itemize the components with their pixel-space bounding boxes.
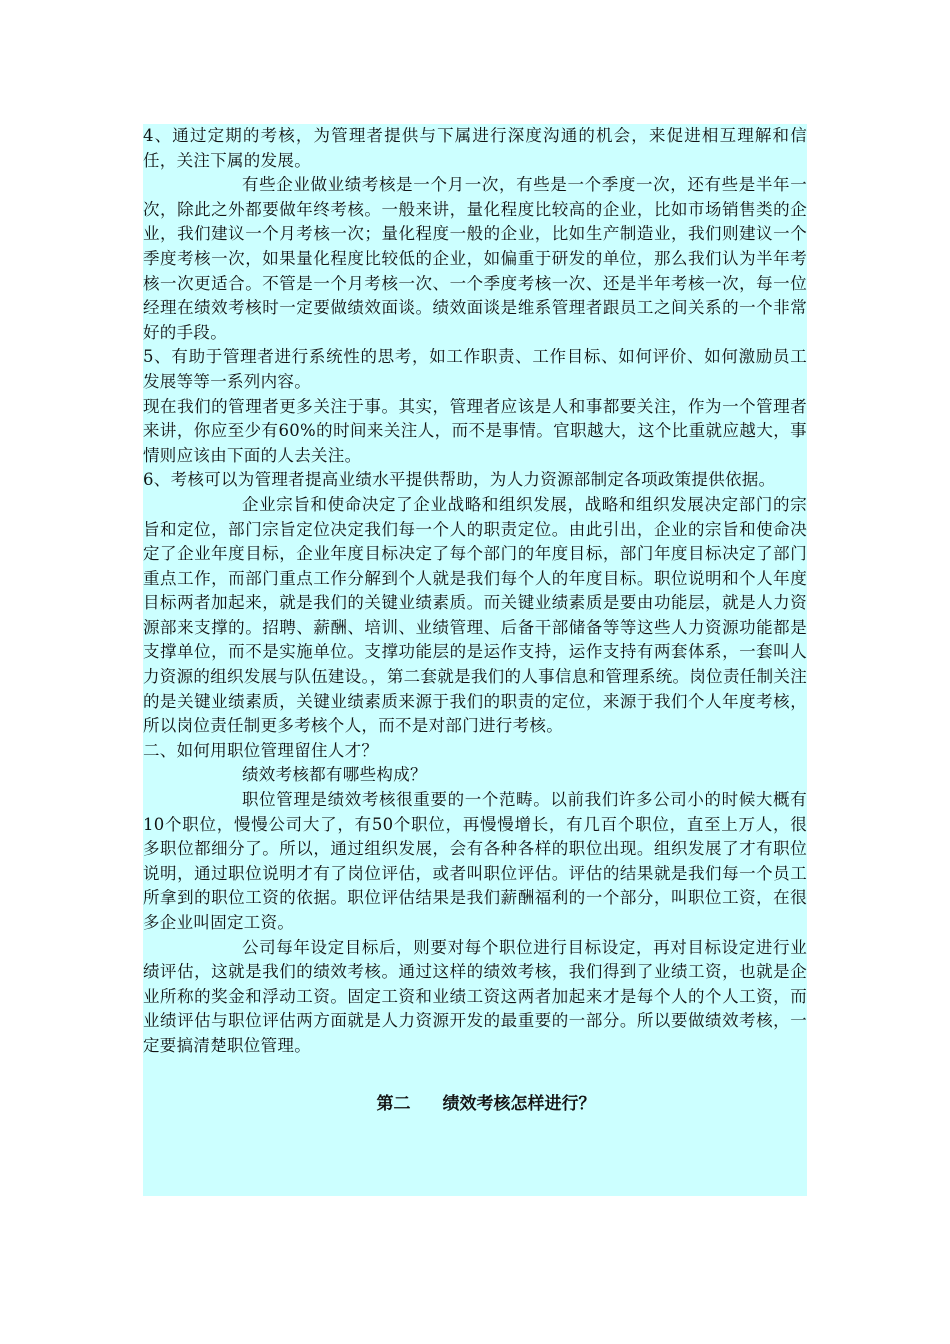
paragraph-8: 绩效考核都有哪些构成？ — [242, 765, 427, 785]
spacer — [143, 1059, 807, 1083]
paragraph-4: 现在我们的管理者更多关注于事。其实，管理者应该是人和事都要关注，作为一个管理者来讲，你应至少有60%的时间来关注人，而不是事情。官职越大，这个比重就应越大，事情则应该由下面的人去关注。 — [143, 396, 807, 465]
paragraph-1: 4、通过定期的考核，为管理者提供与下属进行深度沟通的机会，来促进相互理解和信任，关注下属的发展。 — [143, 126, 807, 170]
highlighted-text-block — [143, 124, 807, 1196]
paragraph-3: 5、有助于管理者进行系统性的思考，如工作职责、工作目标、如何评价、如何激励员工发展等等一系列内容。 — [143, 347, 807, 391]
paragraph-6: 企业宗旨和使命决定了企业战略和组织发展，战略和组织发展决定部门的宗旨和定位，部门宗旨定位决定我们每一个人的职责定位。由此引出，企业的宗旨和使命决定了企业年度目标，企业年度目标决定了每个部门的年度目标，部门年度目标决定了部门重点工作，而部门重点工作分解到个人就是我们每个人的年度目标。职位说明和个人年度目标两者加起来，就是我们的关键业绩素质。而关键业绩素质是要由功能层，就是人力资源部来支撑的。招聘、薪酬、培训、业绩管理、后备干部储备等等这些人力资源功能都是支撑单位，而不是实施单位。支撑功能层的是运作支持，运作支持有两套体系，一套叫人力资源的组织发展与队伍建设。，第二套就是我们的人事信息和管理系统。岗位责任制关注的是关键业绩素质，关键业绩素质来源于我们的职责的定位，来源于我们个人年度考核，所以岗位责任制更多考核个人，而不是对部门进行考核。 — [143, 494, 807, 736]
paragraph-9: 职位管理是绩效考核很重要的一个范畴。以前我们许多公司小的时候大概有10个职位，慢慢公司大了，有50个职位，再慢慢增长，有几百个职位，直至上万人，很多职位都细分了。所以，通过组织发展，会有各种各样的职位出现。组织发展了才有职位说明，通过职位说明才有了岗位评估，或者叫职位评估。评估的结果就是我们每一个员工所拿到的职位工资的依据。职位评估结果是我们薪酬福利的一个部分，叫职位工资，在很多企业叫固定工资。 — [143, 790, 807, 932]
paragraph-10: 公司每年设定目标后，则要对每个职位进行目标设定，再对目标设定进行业绩评估，这就是我们的绩效考核。通过这样的绩效考核，我们得到了业绩工资，也就是企业所称的奖金和浮动工资。固定工资和业绩工资这两者加起来才是每个人的个人工资，而业绩评估与职位评估两方面就是人力资源开发的最重要的一部分。所以要做绩效考核，一定要搞清楚职位管理。 — [143, 937, 807, 1055]
section-heading-part: 第二 — [376, 1093, 411, 1114]
section-heading — [143, 1091, 807, 1117]
section-heading-title: 绩效考核怎样进行？ — [442, 1093, 596, 1114]
paragraph-5: 6、考核可以为管理者提高业绩水平提供帮助，为人力资源部制定各项政策提供依据。 — [143, 470, 776, 490]
paragraph-7: 二、如何用职位管理留住人才？ — [143, 740, 379, 760]
paragraph-2: 有些企业做业绩考核是一个月一次，有些是一个季度一次，还有些是半年一次，除此之外都要做年终考核。一般来讲，量化程度比较高的企业，比如市场销售类的企业，我们建议一个月考核一次；量化程度一般的企业，比如生产制造业，我们则建议一个季度考核一次，如果量化程度比较低的企业，如偏重于研发的单位，那么我们认为半年考核一次更适合。不管是一个月考核一次、一个季度考核一次、还是半年考核一次，每一位经理在绩效考核时一定要做绩效面谈。绩效面谈是维系管理者跟员工之间关系的一个非常好的手段。 — [143, 175, 807, 342]
